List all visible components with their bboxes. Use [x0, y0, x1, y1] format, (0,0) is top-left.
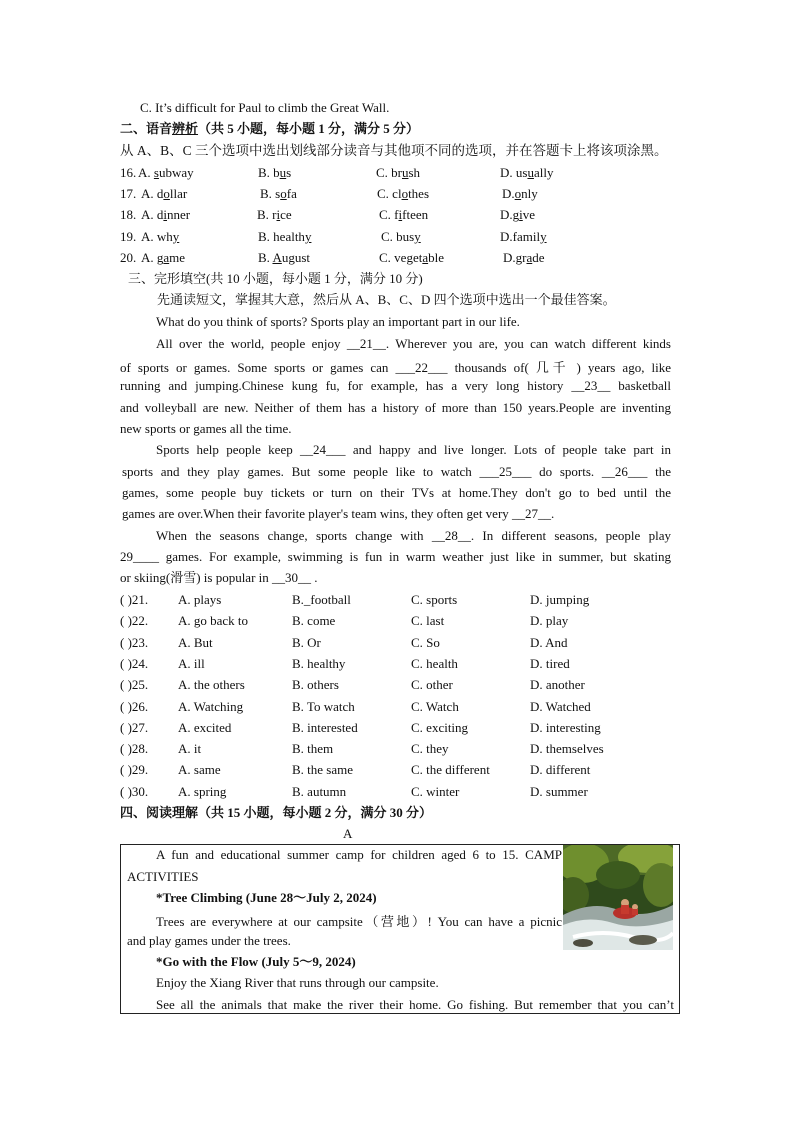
phonetic-option[interactable]: A. game: [141, 250, 186, 265]
answer-bracket[interactable]: ( )21.: [120, 592, 149, 607]
answer-bracket[interactable]: ( )24.: [120, 655, 149, 671]
river-rafting-image: [563, 845, 673, 950]
cloze-option[interactable]: A. excited: [178, 719, 232, 735]
passage-line: Sports help people keep __24___ and happy and live longer. Lots of people take part in: [156, 442, 671, 457]
passage-line: new sports or games all the time.: [120, 421, 292, 436]
phonetic-option[interactable]: D.only: [502, 186, 538, 201]
phonetic-option[interactable]: C. clothes: [377, 186, 430, 201]
box-line: A fun and educational summer camp for children aged 6 to 15. CAMP: [156, 847, 562, 862]
section2-heading: 二、语音辨析（共 5 小题，每小题 1 分，满分 5 分）: [120, 121, 420, 136]
cloze-option[interactable]: D. jumping: [530, 592, 590, 607]
phonetic-option[interactable]: B. healthy: [258, 229, 312, 244]
box-line: See all the animals that make the river their home. Go fishing. But remember that you can’t: [156, 997, 674, 1012]
cloze-option[interactable]: C. Watch: [411, 698, 459, 714]
cloze-option[interactable]: B. Or: [292, 634, 321, 650]
cloze-option[interactable]: A. ill: [178, 655, 205, 671]
phonetic-option[interactable]: D. usually: [500, 165, 554, 180]
cloze-option[interactable]: A. the others: [178, 677, 245, 693]
phonetic-option[interactable]: B. bus: [258, 165, 292, 180]
cloze-option[interactable]: B. interested: [292, 719, 358, 735]
phonetic-option[interactable]: A. dinner: [141, 207, 191, 222]
answer-bracket[interactable]: ( )26.: [120, 698, 149, 714]
cloze-option[interactable]: D. Watched: [530, 698, 591, 714]
phonetic-option[interactable]: C. vegetable: [379, 250, 444, 265]
answer-bracket[interactable]: ( )28.: [120, 741, 149, 757]
section3-instruction: 先通读短文，掌握其大意，然后从 A、B、C、D 四个选项中选出一个最佳答案。: [157, 292, 616, 307]
phonetic-option[interactable]: C. brush: [376, 165, 421, 180]
box-line: Trees are everywhere at our campsite（营地）! You can have a picnic: [156, 914, 562, 929]
cloze-option[interactable]: C. other: [411, 677, 453, 693]
phonetic-option[interactable]: C. fifteen: [379, 207, 429, 222]
cloze-option[interactable]: D. themselves: [530, 741, 604, 757]
cloze-option[interactable]: A. plays: [178, 592, 222, 607]
cloze-option[interactable]: D. play: [530, 613, 569, 629]
camp-photo: [563, 845, 673, 950]
cloze-option[interactable]: B. To watch: [292, 698, 355, 714]
cloze-option[interactable]: B._football: [292, 592, 351, 607]
cloze-option[interactable]: B. autumn: [292, 783, 347, 799]
cloze-option[interactable]: D. different: [530, 762, 591, 778]
cloze-option[interactable]: D. interesting: [530, 719, 601, 735]
cloze-option[interactable]: D. tired: [530, 655, 570, 671]
phonetic-option[interactable]: B. August: [258, 250, 311, 265]
box-line: and play games under the trees.: [127, 933, 291, 948]
passage-line: running and jumping.Chinese kung fu, for example, has a very long history __23__ basketball: [120, 378, 671, 393]
passage-line: All over the world, people enjoy __21__. Wherever you are, you can watch different kinds: [156, 336, 671, 351]
cloze-option[interactable]: A. go back to: [178, 613, 249, 629]
cloze-option[interactable]: B. the same: [292, 762, 354, 778]
phonetic-option[interactable]: D.grade: [503, 250, 545, 265]
question-number: 18.: [120, 207, 137, 222]
answer-bracket[interactable]: ( )25.: [120, 677, 149, 693]
passage-line: and volleyball are new. Neither of them has a history of more than 150 years.People are inventing: [120, 400, 671, 415]
cloze-option[interactable]: C. exciting: [411, 719, 469, 735]
phonetic-option[interactable]: B. rice: [257, 207, 292, 222]
cloze-option[interactable]: C. So: [411, 634, 440, 650]
cloze-option[interactable]: B. others: [292, 677, 339, 693]
passage-line: 29____ games. For example, swimming is fun in warm weather just like in summer, but skating: [120, 549, 671, 564]
passage-line: games are over.When their favorite player's team wins, they often get very __27__.: [122, 506, 555, 521]
cloze-option[interactable]: A. same: [178, 762, 221, 778]
cloze-option[interactable]: A. Watching: [178, 698, 244, 714]
cloze-option[interactable]: D. And: [530, 634, 568, 650]
cloze-option[interactable]: C. the different: [411, 762, 490, 778]
cloze-option[interactable]: B. them: [292, 741, 334, 757]
answer-bracket[interactable]: ( )30.: [120, 783, 149, 799]
answer-bracket[interactable]: ( )22.: [120, 613, 149, 629]
cloze-option[interactable]: A. But: [178, 634, 213, 650]
cloze-option[interactable]: A. it: [178, 741, 202, 757]
passage-line: What do you think of sports? Sports play an important part in our life.: [156, 314, 520, 329]
activity-title: *Tree Climbing (June 28～July 2, 2024): [156, 890, 377, 905]
previous-option-c: C. It’s difficult for Paul to climb the Great Wall.: [140, 100, 390, 115]
phonetic-option[interactable]: A. why: [141, 229, 180, 244]
question-number: 16.: [120, 165, 137, 180]
passage-line: When the seasons change, sports change with __28__. In different seasons, people play: [156, 528, 671, 543]
cloze-option[interactable]: C. health: [411, 655, 458, 671]
phonetic-option[interactable]: A. subway: [138, 165, 194, 180]
passage-line: sports and they play games. But some people like to watch ___25___ do sports. __26___ the: [122, 464, 671, 479]
cloze-option[interactable]: D. summer: [530, 783, 588, 799]
question-number: 20.: [120, 250, 137, 265]
cloze-option[interactable]: C. they: [411, 741, 449, 757]
section2-instruction: 从 A、B、C 三个选项中选出划线部分读音与其他项不同的选项，并在答题卡上将该项涂黑。: [120, 143, 668, 158]
cloze-option[interactable]: C. last: [411, 613, 445, 629]
phonetic-option[interactable]: D.give: [500, 207, 536, 222]
activity-title: *Go with the Flow (July 5～9, 2024): [156, 954, 356, 969]
phonetic-option[interactable]: A. dollar: [141, 186, 188, 201]
phonetic-option[interactable]: C. busy: [381, 229, 421, 244]
question-number: 17.: [120, 186, 137, 201]
cloze-option[interactable]: C. winter: [411, 783, 460, 799]
phonetic-option[interactable]: D.family: [500, 229, 547, 244]
cloze-option[interactable]: D. another: [530, 677, 585, 693]
answer-bracket[interactable]: ( )27.: [120, 719, 149, 735]
passage-line: or skiing(滑雪) is popular in __30__ .: [120, 570, 318, 585]
cloze-option[interactable]: B. healthy: [292, 655, 346, 671]
cloze-option[interactable]: B. come: [292, 613, 336, 629]
box-line: Enjoy the Xiang River that runs through our campsite.: [156, 975, 439, 990]
section3-heading: 三、完形填空(共 10 小题，每小题 1 分，满分 10 分): [128, 271, 423, 286]
cloze-option[interactable]: C. sports: [411, 592, 458, 607]
section4-heading: 四、阅读理解（共 15 小题，每小题 2 分，满分 30 分）: [120, 805, 433, 820]
question-number: 19.: [120, 229, 137, 244]
answer-bracket[interactable]: ( )29.: [120, 762, 149, 778]
passage-line: of sports or games. Some sports or games can ___22___ thousands of( 几千 ) years ago, like: [120, 360, 671, 375]
answer-bracket[interactable]: ( )23.: [120, 634, 149, 650]
cloze-option[interactable]: A. spring: [178, 783, 227, 799]
phonetic-option[interactable]: B. sofa: [260, 186, 297, 201]
passage-line: games, some people buy tickets or turn on their TVs at home.They don't go to bed until the: [122, 485, 671, 500]
box-line: ACTIVITIES: [127, 869, 199, 884]
passage-label: A: [343, 826, 353, 841]
